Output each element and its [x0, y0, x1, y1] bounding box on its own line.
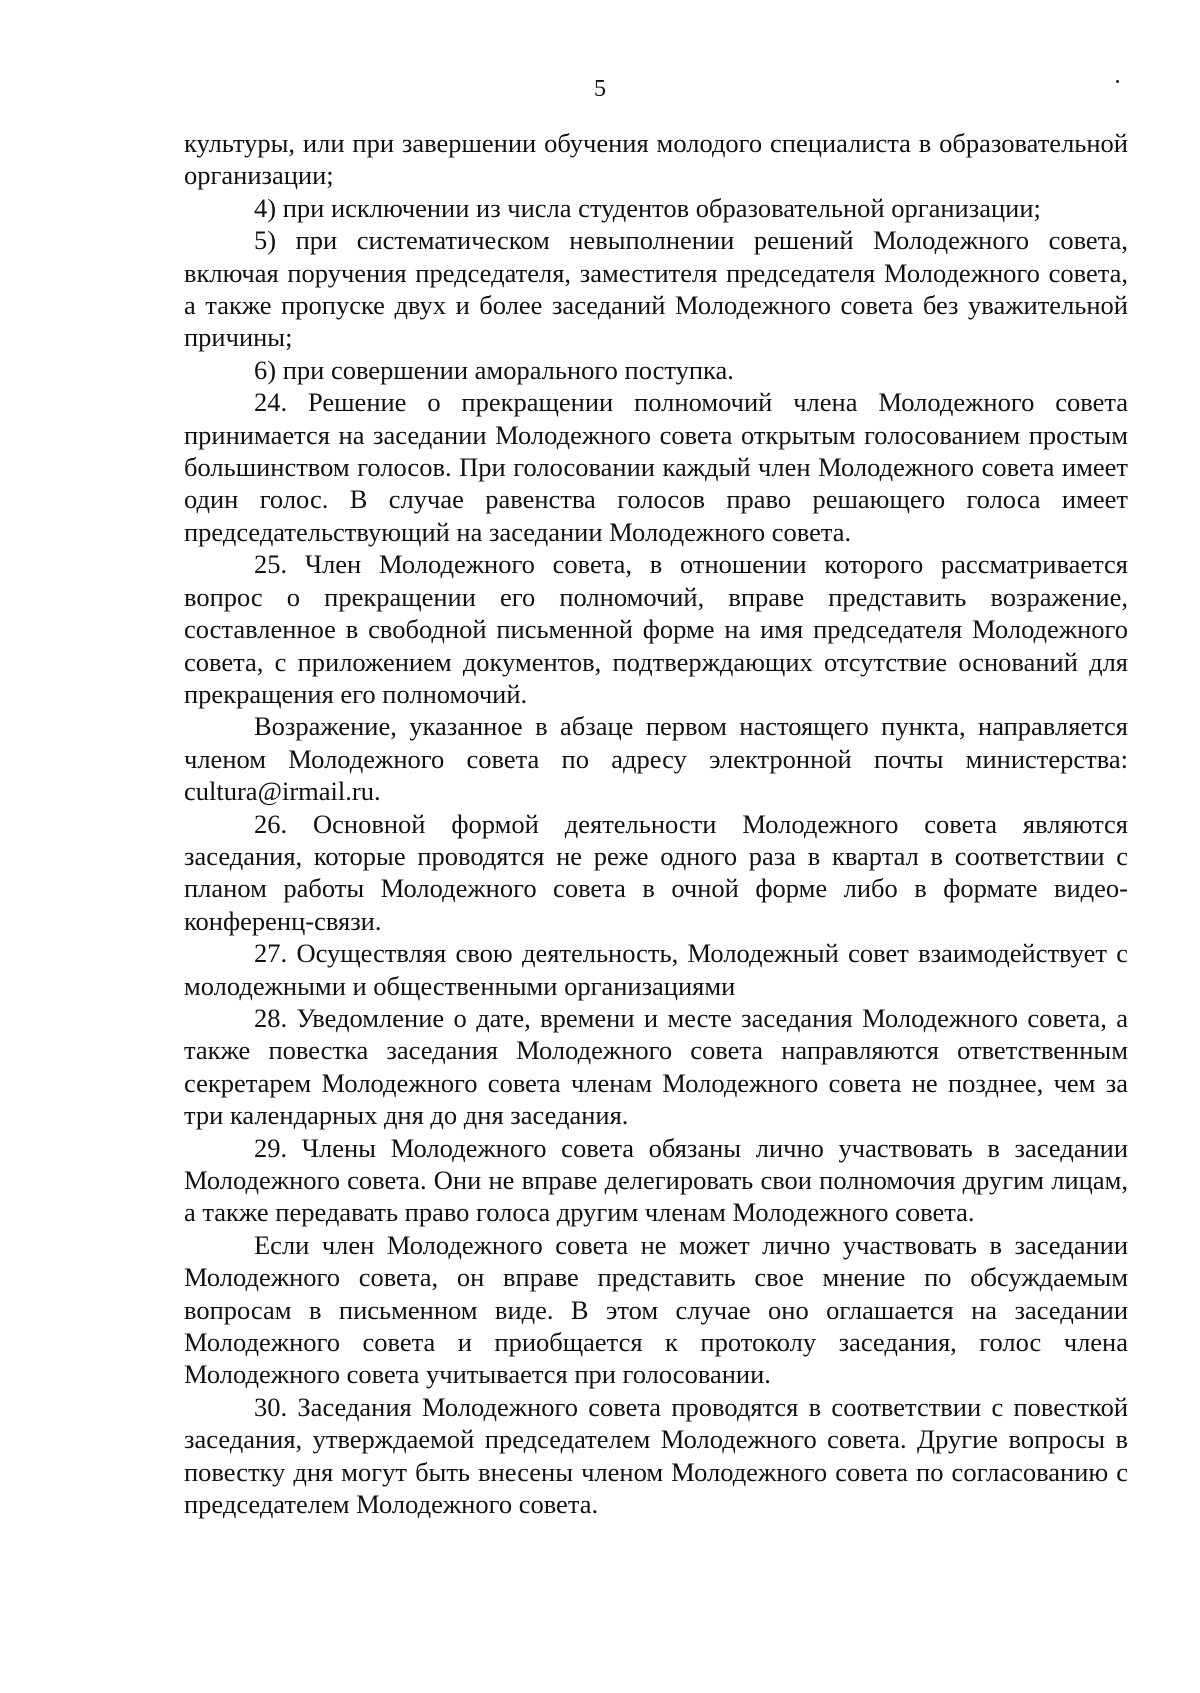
paragraph-clause-30: 30. Заседания Молодежного совета проводятся в соответствии с повесткой заседания, утверждаемой председателем Молодежного совета. Другие вопросы в повестку дня могут быть внесены членом Молодежного совета по согласованию с председателем Молодежного совета.: [184, 1391, 1128, 1520]
page-number: 5: [594, 76, 606, 102]
paragraph-clause-24: 24. Решение о прекращении полномочий члена Молодежного совета принимается на заседании Молодежного совета открытым голосованием простым большинством голосов. При голосовании каждый член Молодежного совета имеет один голос. В случае равенства голосов право решающего голоса имеет председательствующий на заседании Молодежного совета.: [184, 387, 1128, 547]
paragraph-item-5: 5) при систематическом невыполнении решений Молодежного совета, включая поручения председателя, заместителя председателя Молодежного совета, а также пропуске двух и более заседаний Молодежного совета без уважительной причины;: [184, 225, 1128, 353]
paragraph-clause-29-absence: Если член Молодежного совета не может лично участвовать в заседании Молодежного совета, он вправе представить свое мнение по обсуждаемым вопросам в письменном виде. В этом случае оно оглашается на заседании Молодежного совета и приобщается к протоколу заседания, голос члена Молодежного совета учитывается при голосовании.: [184, 1229, 1128, 1390]
paragraph-clause-25: 25. Член Молодежного совета, в отношении которого рассматривается вопрос о прекращении его полномочий, вправе представить возражение, составленное в свободной письменной форме на имя председателя Молодежного совета, с приложением документов, подтверждающих отсутствие оснований для прекращения его полномочий.: [184, 549, 1128, 709]
paragraph-continuation: культуры, или при завершении обучения молодого специалиста в образовательной организации;: [184, 128, 1128, 191]
paragraph-clause-27: 27. Осуществляя свою деятельность, Молодежный совет взаимодействует с молодежными и общественными организациями: [184, 938, 1128, 1001]
paragraph-clause-29: 29. Члены Молодежного совета обязаны лично участвовать в заседании Молодежного совета. Они не вправе делегировать свои полномочия другим лицам, а также передавать право голоса другим членам Молодежного совета.: [184, 1132, 1128, 1228]
paragraph-clause-28: 28. Уведомление о дате, времени и месте заседания Молодежного совета, а также повестка заседания Молодежного совета направляются ответственным секретарем Молодежного совета членам Молодежного совета не позднее, чем за три календарных дня до дня заседания.: [184, 1002, 1128, 1131]
paragraph-item-6: 6) при совершении аморального поступка.: [254, 354, 734, 385]
document-body: [184, 127, 1128, 1520]
paragraph-clause-26: 26. Основной формой деятельности Молодежного совета являются заседания, которые проводятся не реже одного раза в квартал в соответствии с планом работы Молодежного совета в очной форме либо в формате видео-конференц-связи.: [184, 808, 1128, 936]
scan-speck: [1116, 80, 1119, 83]
paragraph-clause-25-objection: Возражение, указанное в абзаце первом настоящего пункта, направляется членом Молодежного совета по адресу электронной почты министерства: cultura@irmail.ru.: [184, 711, 1128, 807]
paragraph-item-4: 4) при исключении из числа студентов образовательной организации;: [254, 192, 1041, 223]
